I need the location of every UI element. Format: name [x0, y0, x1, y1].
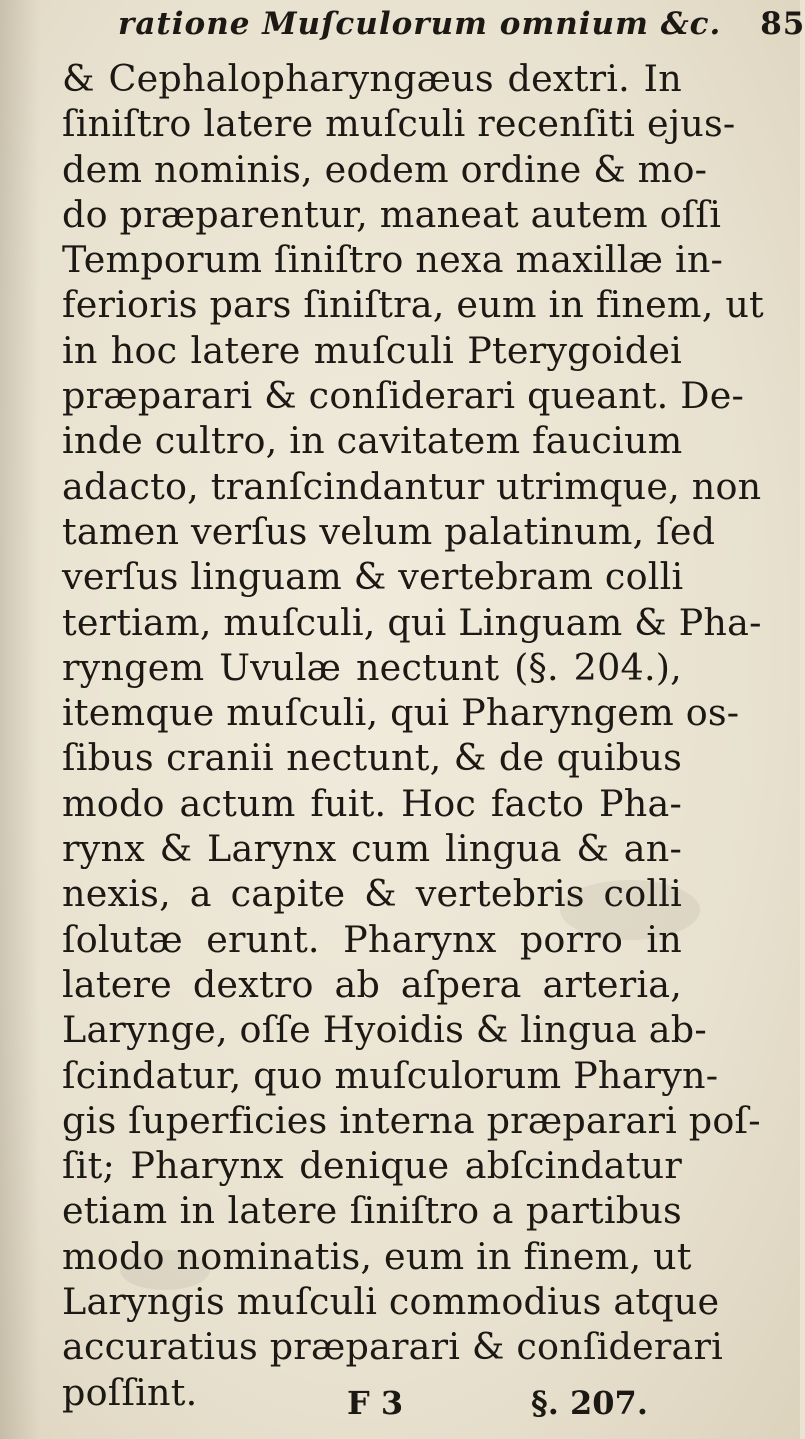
text-line: Laryngis muſculi commodius atque	[62, 1280, 720, 1324]
running-title: ratione Muſculorum omnium &c.	[118, 6, 722, 42]
text-line: in hoc latere muſculi Pterygoidei	[62, 328, 682, 372]
text-line: ſolutæ erunt. Pharynx porro in	[62, 917, 682, 961]
catchword: §. 207.	[531, 1384, 648, 1422]
text-line: etiam in latere ſiniſtro a partibus	[62, 1189, 682, 1233]
text-line: ferioris pars ſiniſtra, eum in finem, ut	[62, 283, 764, 327]
text-line: ſcindatur, quo muſculorum Pharyn-	[62, 1053, 719, 1097]
running-header	[118, 6, 805, 42]
text-line: ſiniſtro latere muſculi recenſiti ejus-	[62, 102, 736, 146]
text-line: verſus linguam & vertebram colli	[62, 555, 684, 599]
text-line: accuratius præparari & conſiderari	[62, 1325, 724, 1369]
text-line-last: poſſint.	[62, 1370, 198, 1414]
page-footer	[0, 1384, 800, 1434]
signature-mark: F 3	[347, 1384, 404, 1422]
text-line: præparari & conſiderari queant. De-	[62, 374, 745, 418]
text-line: gis ſuperficies interna præparari poſ-	[62, 1098, 761, 1142]
text-line: ryngem Uvulæ nectunt (§. 204.),	[62, 645, 682, 689]
text-line: do præparentur, maneat autem oſſi	[62, 192, 722, 236]
text-line: tamen verſus velum palatinum, ſed	[62, 509, 716, 553]
text-line: dem nominis, eodem ordine & mo-	[62, 147, 708, 191]
page-gutter-shadow	[0, 0, 40, 1439]
text-line: nexis, a capite & vertebris colli	[62, 872, 682, 916]
text-line: ſit; Pharynx denique abſcindatur	[62, 1144, 682, 1188]
text-line: Temporum ſiniſtro nexa maxillæ in-	[62, 238, 724, 282]
text-line: & Cephalopharyngæus dextri. In	[62, 57, 682, 100]
text-line: itemque muſculi, qui Pharyngem os-	[62, 691, 740, 735]
text-line: ſibus cranii nectunt, & de quibus	[62, 736, 682, 780]
text-line: modo actum fuit. Hoc facto Pha-	[62, 781, 682, 825]
text-line: tertiam, muſculi, qui Linguam & Pha-	[62, 600, 762, 644]
text-line: modo nominatis, eum in finem, ut	[62, 1234, 692, 1278]
body-paragraph	[62, 56, 764, 1415]
text-line: rynx & Larynx cum lingua & an-	[62, 827, 682, 871]
text-line: latere dextro ab aſpera arteria,	[62, 962, 682, 1006]
text-line: adacto, tranſcindantur utrimque, non	[62, 464, 762, 508]
text-line: Larynge, oſſe Hyoidis & lingua ab-	[62, 1008, 707, 1052]
text-line: inde cultro, in cavitatem faucium	[62, 419, 683, 463]
page-number: 85	[760, 6, 805, 42]
